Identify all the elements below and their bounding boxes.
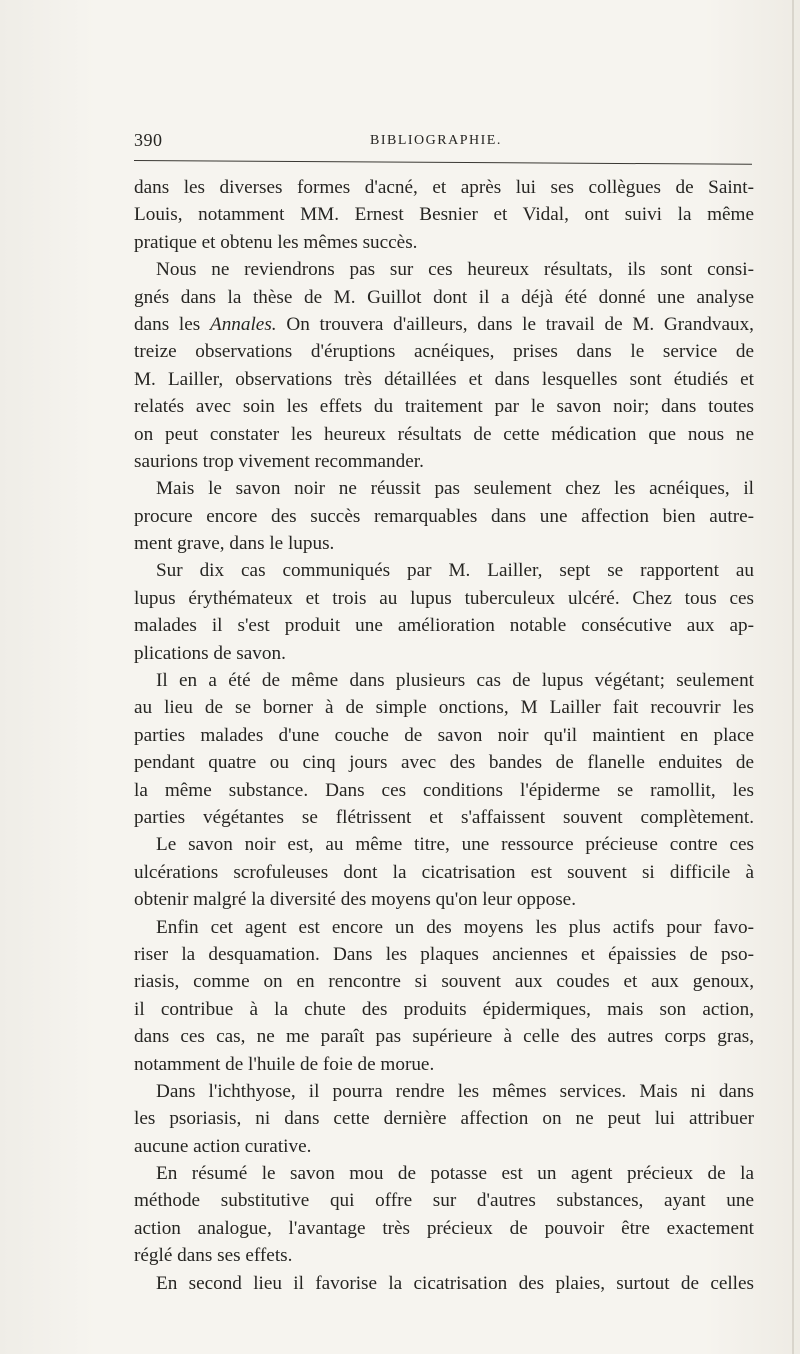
text-line: Il en a été de même dans plusieurs cas de lupus végétant; seulement [156,670,754,692]
text-line: méthode substitutive qui offre sur d'autres substances, ayant une [134,1190,754,1212]
text-line: au lieu de se borner à de simple onctions, M Lailler fait recouvrir les [134,697,754,719]
text-line: plications de savon. [134,642,286,664]
text-line: Le savon noir est, au même titre, une ressource précieuse contre ces [156,834,754,856]
page-header [134,130,749,158]
text-line: En second lieu il favorise la cicatrisation des plaies, surtout de celles [156,1272,754,1294]
text-line: pratique et obtenu les mêmes succès. [134,231,418,253]
text-line: parties végétantes se flétrissent et s'affaissent souvent complètement. [134,806,754,828]
text-line: Enfin cet agent est encore un des moyens les plus actifs pour favo- [156,916,754,938]
text-line: riasis, comme on en rencontre si souvent aux coudes et aux genoux, [134,971,754,993]
page-number: 390 [134,130,163,150]
text-line: dans ces cas, ne me paraît pas supérieure à celle des autres corps gras, [134,1026,754,1048]
text-line: action analogue, l'avantage très précieux de pouvoir être exactement [134,1217,754,1239]
body-text [134,174,754,1297]
text-line: ulcérations scrofuleuses dont la cicatrisation est souvent si difficile à [134,861,754,883]
text-line: procure encore des succès remarquables dans une affection bien autre- [134,505,754,527]
text-line: pendant quatre ou cinq jours avec des bandes de flanelle enduites de [134,752,754,774]
text-line: gnés dans la thèse de M. Guillot dont il a déjà été donné une analyse [134,286,754,308]
italic-journal-title: Annales. [209,313,277,335]
text-line: dans les diverses formes d'acné, et après lui ses collègues de Saint- [134,177,754,198]
text-line: En résumé le savon mou de potasse est un agent précieux de la [156,1163,754,1185]
text-line: relatés avec soin les effets du traitement par le savon noir; dans toutes [134,396,754,418]
text-line: lupus érythémateux et trois au lupus tuberculeux ulcéré. Chez tous ces [134,587,754,609]
text-line [134,311,754,338]
page-edge-shadow [792,0,794,1354]
header-rule [134,160,752,165]
text-line: Sur dix cas communiqués par M. Lailler, sept se rapportent au [156,560,754,582]
text-line: ment grave, dans le lupus. [134,533,335,555]
text-line: malades il s'est produit une amélioration notable consécutive aux ap- [134,615,754,637]
text-line: obtenir malgré la diversité des moyens qu'on leur oppose. [134,889,576,911]
text-line: riser la desquamation. Dans les plaques anciennes et épaissies de pso- [134,943,754,965]
text-line: saurions trop vivement recommander. [134,450,424,472]
text-line: Mais le savon noir ne réussit pas seulement chez les acnéiques, il [156,478,754,500]
text-run: On trouvera d'ailleurs, dans le travail de M. Grandvaux, [276,313,754,335]
text-line: réglé dans ses effets. [134,1245,293,1267]
running-title: BIBLIOGRAPHIE. [370,133,502,148]
text-line: Dans l'ichthyose, il pourra rendre les mêmes services. Mais ni dans [156,1080,754,1102]
text-line: Louis, notamment MM. Ernest Besnier et Vidal, ont suivi la même [134,204,754,226]
text-line: parties malades d'une couche de savon noir qu'il maintient en place [134,724,754,746]
text-run: dans les [134,313,210,335]
text-line: on peut constater les heureux résultats de cette médication que nous ne [134,423,754,445]
text-line: aucune action curative. [134,1135,312,1157]
text-line: les psoriasis, ni dans cette dernière affection on ne peut lui attribuer [134,1108,754,1130]
text-line: notamment de l'huile de foie de morue. [134,1053,435,1075]
text-line: M. Lailler, observations très détaillées et dans lesquelles sont étudiés et [134,368,754,390]
text-line: il contribue à la chute des produits épidermiques, mais son action, [134,998,754,1020]
text-line: Nous ne reviendrons pas sur ces heureux résultats, ils sont consi- [156,259,754,281]
text-line: treize observations d'éruptions acnéiques, prises dans le service de [134,341,754,363]
text-line: la même substance. Dans ces conditions l'épiderme se ramollit, les [134,779,754,801]
